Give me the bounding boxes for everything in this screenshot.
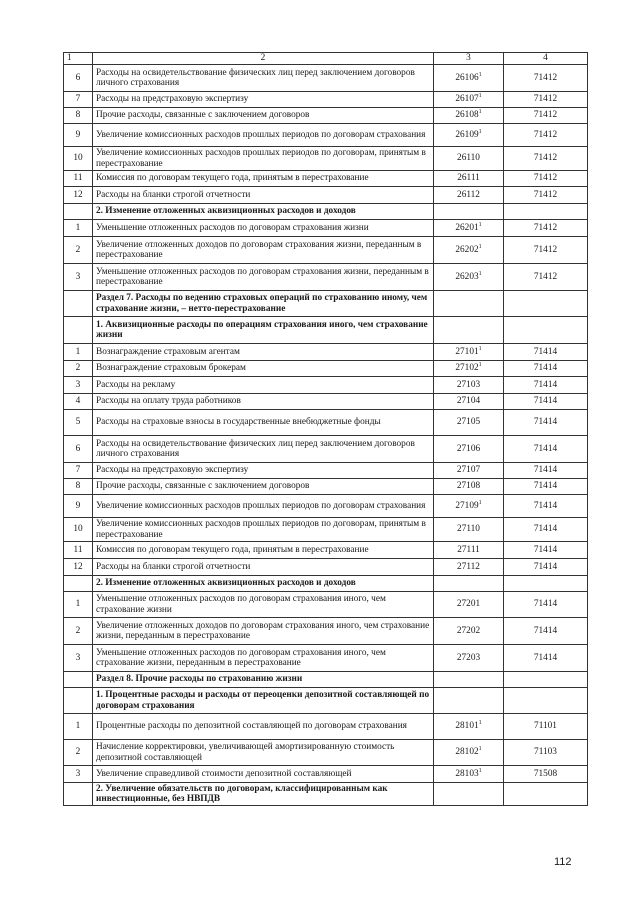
row-symbol-code [434, 377, 504, 394]
row-description: Увеличение комиссионных расходов прошлых периодов по договорам страхования [93, 124, 434, 147]
symbol-code: 26111 [457, 173, 480, 184]
row-description: Комиссия по договорам текущего года, принятым в перестрахование [93, 171, 434, 187]
row-account-number [504, 576, 588, 592]
symbol-code: 27111 [457, 544, 480, 555]
row-description: Расходы на бланки строгой отчетности [93, 187, 434, 204]
row-description: Расходы на оплату труда работников [93, 394, 434, 410]
table-row [64, 714, 588, 740]
footnote-marker: 1 [478, 746, 482, 753]
table-row [64, 618, 588, 645]
row-number: 2 [64, 740, 93, 766]
row-description: Уменьшение отложенных расходов по договорам страхования жизни [93, 220, 434, 237]
row-symbol-code [434, 463, 504, 479]
row-description: Уменьшение отложенных расходов по договорам страхования иного, чем страхование жизни, переданным в перестрахование [93, 645, 434, 672]
row-symbol-code [434, 618, 504, 645]
row-description: Процентные расходы по депозитной составляющей по договорам страхования [93, 714, 434, 740]
row-account-number: 71414 [504, 559, 588, 576]
row-account-number: 71414 [504, 479, 588, 495]
table-row [64, 645, 588, 672]
section-heading-row [64, 204, 588, 220]
table-row [64, 740, 588, 766]
table-row [64, 171, 588, 187]
symbol-code: 26203 [455, 271, 479, 282]
row-account-number: 71414 [504, 361, 588, 377]
row-symbol-code [434, 518, 504, 542]
row-account-number: 71412 [504, 264, 588, 291]
row-symbol-code [434, 291, 504, 317]
row-description: Вознаграждение страховым брокерам [93, 361, 434, 377]
footnote-marker: 1 [478, 270, 482, 277]
row-account-number: 71414 [504, 542, 588, 559]
row-number: 8 [64, 479, 93, 495]
footnote-marker: 1 [478, 71, 482, 78]
footnote-marker: 1 [478, 93, 482, 100]
table-row [64, 766, 588, 783]
symbol-code: 26110 [457, 153, 480, 164]
row-symbol-code [434, 317, 504, 344]
row-symbol-code [434, 147, 504, 171]
header-col-3: 3 [434, 53, 504, 65]
symbol-code: 26108 [455, 110, 479, 121]
row-account-number: 71412 [504, 147, 588, 171]
row-symbol-code [434, 645, 504, 672]
row-account-number: 71414 [504, 394, 588, 410]
row-symbol-code [434, 204, 504, 220]
row-symbol-code [434, 495, 504, 518]
row-symbol-code [434, 264, 504, 291]
row-number: 3 [64, 377, 93, 394]
row-symbol-code [434, 559, 504, 576]
row-account-number: 71412 [504, 65, 588, 92]
row-account-number: 71414 [504, 495, 588, 518]
row-number: 6 [64, 436, 93, 463]
row-symbol-code [434, 592, 504, 618]
row-number [64, 291, 93, 317]
footnote-marker: 1 [478, 243, 482, 250]
row-account-number: 71414 [504, 518, 588, 542]
row-number: 2 [64, 237, 93, 264]
row-number: 2 [64, 361, 93, 377]
table-body [64, 53, 588, 806]
row-description: Увеличение комиссионных расходов прошлых периодов по договорам, принятым в перестрахование [93, 518, 434, 542]
row-account-number: 71412 [504, 237, 588, 264]
row-symbol-code [434, 394, 504, 410]
row-account-number: 71414 [504, 645, 588, 672]
row-number: 6 [64, 65, 93, 92]
row-description: Увеличение справедливой стоимости депозитной составляющей [93, 766, 434, 783]
row-description: Уменьшение отложенных расходов по договорам страхования иного, чем страхование жизни [93, 592, 434, 618]
row-account-number [504, 291, 588, 317]
table-row [64, 65, 588, 92]
table-row [64, 495, 588, 518]
row-description: Вознаграждение страховым агентам [93, 344, 434, 361]
symbol-code: 28102 [455, 747, 479, 758]
row-number [64, 783, 93, 806]
row-symbol-code [434, 479, 504, 495]
row-symbol-code [434, 542, 504, 559]
row-symbol-code [434, 237, 504, 264]
row-account-number: 71101 [504, 714, 588, 740]
row-description: Расходы на рекламу [93, 377, 434, 394]
header-col-1: 1 [64, 53, 93, 65]
row-symbol-code [434, 576, 504, 592]
row-number: 4 [64, 394, 93, 410]
row-account-number: 71414 [504, 618, 588, 645]
header-col-2: 2 [93, 53, 434, 65]
symbol-code: 28103 [455, 768, 479, 779]
table-row [64, 92, 588, 108]
row-number [64, 204, 93, 220]
table-row [64, 361, 588, 377]
row-symbol-code [434, 766, 504, 783]
table-header-row [64, 53, 588, 65]
row-number: 11 [64, 171, 93, 187]
row-description: 1. Процентные расходы и расходы от переоценки депозитной составляющей по договорам страхования [93, 688, 434, 714]
row-number: 1 [64, 714, 93, 740]
row-number: 12 [64, 559, 93, 576]
footnote-marker: 1 [478, 128, 482, 135]
symbol-code: 26106 [455, 72, 479, 83]
row-number [64, 672, 93, 688]
symbol-code: 27105 [456, 417, 481, 428]
row-description: Увеличение комиссионных расходов прошлых периодов по договорам, принятым в перестрахование [93, 147, 434, 171]
row-account-number [504, 688, 588, 714]
row-number: 3 [64, 766, 93, 783]
footnote-marker: 1 [478, 345, 482, 352]
row-account-number: 71508 [504, 766, 588, 783]
row-symbol-code [434, 410, 504, 436]
symbol-code: 27106 [456, 443, 481, 454]
table-row [64, 542, 588, 559]
section-heading-row [64, 688, 588, 714]
row-symbol-code [434, 783, 504, 806]
header-col-4: 4 [504, 53, 588, 65]
row-description: Уменьшение отложенных расходов по договорам страхования жизни, переданным в перестрахование [93, 264, 434, 291]
row-number [64, 576, 93, 592]
row-account-number [504, 317, 588, 344]
table-row [64, 124, 588, 147]
row-symbol-code [434, 220, 504, 237]
row-account-number: 71412 [504, 187, 588, 204]
symbol-code: 27203 [456, 652, 481, 663]
symbol-code: 27108 [456, 481, 481, 492]
row-account-number: 71414 [504, 377, 588, 394]
footnote-marker: 1 [478, 720, 482, 727]
table-row [64, 187, 588, 204]
row-symbol-code [434, 65, 504, 92]
row-description: 2. Увеличение обязательств по договорам, классифицированным как инвестиционные, без НВПДВ [93, 783, 434, 806]
table-row [64, 436, 588, 463]
row-symbol-code [434, 344, 504, 361]
symbol-code: 27104 [456, 396, 481, 407]
row-number: 11 [64, 542, 93, 559]
row-number: 2 [64, 618, 93, 645]
symbol-code: 27102 [455, 363, 479, 374]
row-account-number: 71412 [504, 108, 588, 124]
symbol-code: 28101 [455, 721, 479, 732]
row-description: Начисление корректировки, увеличивающей амортизированную стоимость депозитной составляющей [93, 740, 434, 766]
table-row [64, 479, 588, 495]
section-heading-row [64, 783, 588, 806]
row-description: Расходы на бланки строгой отчетности [93, 559, 434, 576]
row-number: 10 [64, 147, 93, 171]
row-description: Раздел 7. Расходы по ведению страховых операций по страхованию иному, чем страхование жизни, – нетто-перестрахование [93, 291, 434, 317]
symbol-code: 26107 [455, 94, 479, 105]
row-number: 3 [64, 645, 93, 672]
row-description: Прочие расходы, связанные с заключением договоров [93, 479, 434, 495]
table-row [64, 559, 588, 576]
row-account-number [504, 672, 588, 688]
row-number: 10 [64, 518, 93, 542]
row-description: 2. Изменение отложенных аквизиционных расходов и доходов [93, 576, 434, 592]
table-row [64, 592, 588, 618]
row-description: 2. Изменение отложенных аквизиционных расходов и доходов [93, 204, 434, 220]
row-description: Расходы на страховые взносы в государственные внебюджетные фонды [93, 410, 434, 436]
section-heading-row [64, 317, 588, 344]
row-symbol-code [434, 108, 504, 124]
table-row [64, 394, 588, 410]
row-account-number: 71414 [504, 592, 588, 618]
row-symbol-code [434, 436, 504, 463]
row-number: 8 [64, 108, 93, 124]
row-number: 7 [64, 92, 93, 108]
row-number [64, 688, 93, 714]
section-heading-row [64, 291, 588, 317]
table-row [64, 220, 588, 237]
row-symbol-code [434, 124, 504, 147]
row-description: Увеличение комиссионных расходов прошлых периодов по договорам страхования [93, 495, 434, 518]
row-number: 1 [64, 220, 93, 237]
symbol-code: 27103 [456, 379, 481, 390]
table-row [64, 264, 588, 291]
row-account-number: 71412 [504, 124, 588, 147]
table-row [64, 463, 588, 479]
footnote-marker: 1 [478, 499, 482, 506]
symbol-code: 26112 [457, 189, 480, 200]
row-description: Расходы на освидетельствование физических лиц перед заключением договоров личного страхования [93, 65, 434, 92]
section-heading-row [64, 672, 588, 688]
accounts-table [63, 52, 588, 806]
footnote-marker: 1 [478, 767, 482, 774]
row-account-number: 71412 [504, 220, 588, 237]
row-symbol-code [434, 688, 504, 714]
footnote-marker: 1 [478, 221, 482, 228]
symbol-code: 27112 [457, 561, 480, 572]
row-account-number: 71103 [504, 740, 588, 766]
row-description: Увеличение отложенных доходов по договорам страхования жизни, переданным в перестрахование [93, 237, 434, 264]
row-symbol-code [434, 361, 504, 377]
row-description: Расходы на предстраховую экспертизу [93, 463, 434, 479]
row-number: 9 [64, 495, 93, 518]
row-number [64, 317, 93, 344]
row-symbol-code [434, 672, 504, 688]
row-number: 12 [64, 187, 93, 204]
row-number: 5 [64, 410, 93, 436]
row-description: Комиссия по договорам текущего года, принятым в перестрахование [93, 542, 434, 559]
table-row [64, 410, 588, 436]
footnote-marker: 1 [478, 362, 482, 369]
row-symbol-code [434, 187, 504, 204]
row-description: Увеличение отложенных доходов по договорам страхования иного, чем страхование жизни, переданным в перестрахование [93, 618, 434, 645]
row-description: Раздел 8. Прочие расходы по страхованию жизни [93, 672, 434, 688]
row-number: 7 [64, 463, 93, 479]
row-number: 1 [64, 344, 93, 361]
row-account-number [504, 204, 588, 220]
symbol-code: 27109 [455, 500, 479, 511]
row-symbol-code [434, 92, 504, 108]
table-row [64, 518, 588, 542]
symbol-code: 27201 [456, 599, 481, 610]
row-account-number: 71414 [504, 410, 588, 436]
row-description: 1. Аквизиционные расходы по операциям страхования иного, чем страхование жизни [93, 317, 434, 344]
symbol-code: 26201 [455, 222, 479, 233]
symbol-code: 27101 [455, 346, 479, 357]
section-heading-row [64, 576, 588, 592]
row-description: Расходы на освидетельствование физических лиц перед заключением договоров личного страхования [93, 436, 434, 463]
row-description: Прочие расходы, связанные с заключением договоров [93, 108, 434, 124]
row-symbol-code [434, 740, 504, 766]
row-account-number [504, 783, 588, 806]
row-account-number: 71414 [504, 436, 588, 463]
table-row [64, 377, 588, 394]
row-account-number: 71414 [504, 463, 588, 479]
table-row [64, 147, 588, 171]
table-row [64, 108, 588, 124]
table-row [64, 344, 588, 361]
row-symbol-code [434, 714, 504, 740]
row-number: 9 [64, 124, 93, 147]
symbol-code: 27202 [456, 625, 481, 636]
symbol-code: 27110 [457, 524, 480, 535]
symbol-code: 26109 [455, 129, 479, 140]
row-number: 3 [64, 264, 93, 291]
footnote-marker: 1 [478, 109, 482, 116]
row-symbol-code [434, 171, 504, 187]
row-description: Расходы на предстраховую экспертизу [93, 92, 434, 108]
page-number: 112 [554, 856, 572, 868]
symbol-code: 27107 [456, 465, 481, 476]
row-number: 1 [64, 592, 93, 618]
table-row [64, 237, 588, 264]
symbol-code: 26202 [455, 244, 479, 255]
row-account-number: 71414 [504, 344, 588, 361]
row-account-number: 71412 [504, 171, 588, 187]
row-account-number: 71412 [504, 92, 588, 108]
